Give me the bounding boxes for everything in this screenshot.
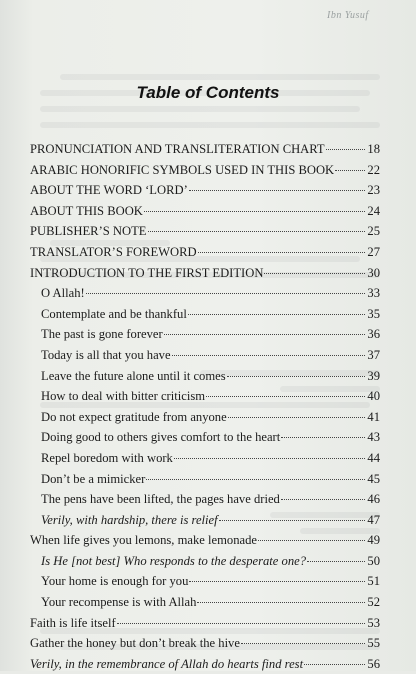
toc-entry[interactable] (30, 407, 380, 428)
toc-entry-label: O Allah! (41, 286, 85, 301)
toc-entry-label: Your home is enough for you (41, 574, 189, 589)
running-header: Ibn Yusuf (327, 10, 369, 21)
toc-entry[interactable] (30, 489, 380, 510)
dot-leader (264, 273, 365, 274)
dot-leader (144, 211, 365, 212)
toc-entry[interactable] (30, 427, 380, 448)
toc-entry[interactable] (30, 592, 380, 613)
toc-entry-page: 39 (367, 368, 380, 383)
page-title: Table of Contents (136, 83, 280, 102)
toc-entry[interactable] (30, 160, 380, 181)
dot-leader (335, 170, 365, 171)
toc-entry-label: The past is gone forever (41, 327, 163, 342)
toc-entry-page: 41 (367, 409, 380, 424)
toc-entry[interactable] (30, 469, 380, 490)
toc-entry-label: Verily, in the remembrance of Allah do hearts find rest (30, 656, 304, 671)
dot-leader (164, 334, 365, 335)
toc-entry-label: How to deal with bitter criticism (41, 389, 206, 404)
dot-leader (197, 602, 365, 603)
toc-entry[interactable] (30, 366, 380, 387)
dot-leader (117, 623, 365, 624)
toc-entry[interactable] (30, 530, 380, 551)
toc-entry-label: ABOUT THE WORD ‘LORD’ (30, 183, 188, 198)
dot-leader (307, 561, 365, 562)
dot-leader (258, 540, 365, 541)
dot-leader (198, 252, 365, 253)
dot-leader (304, 664, 365, 665)
dot-leader (206, 396, 365, 397)
toc-entry[interactable] (30, 633, 380, 654)
dot-leader (281, 437, 365, 438)
toc-entry-page: 35 (367, 306, 380, 321)
toc-entry-label: Gather the honey but don’t break the hive (30, 636, 240, 651)
toc-entry[interactable] (30, 263, 380, 284)
toc-entry-page: 44 (367, 450, 380, 465)
toc-entry-label: Leave the future alone until it comes (41, 368, 226, 383)
dot-leader (188, 314, 365, 315)
dot-leader (228, 417, 365, 418)
toc-entry-page: 55 (367, 636, 380, 651)
toc-entry-page: 25 (367, 224, 380, 239)
toc-entry-label: Your recompense is with Allah (41, 595, 197, 610)
toc-entry-label: PUBLISHER’S NOTE (30, 224, 147, 239)
toc-entry-page: 30 (367, 265, 380, 280)
dot-leader (326, 149, 365, 150)
toc-entry-page: 33 (367, 286, 380, 301)
dot-leader (174, 458, 365, 459)
toc-entry[interactable] (30, 221, 380, 242)
toc-entry[interactable] (30, 180, 380, 201)
toc-entry-label: Don’t be a mimicker (41, 471, 146, 486)
toc-entry[interactable] (30, 201, 380, 222)
toc-entry-page: 47 (367, 512, 380, 527)
toc-entry-page: 24 (367, 203, 380, 218)
toc-entry[interactable] (30, 139, 380, 160)
toc-entry[interactable] (30, 304, 380, 325)
toc-entry-label: Do not expect gratitude from anyone (41, 409, 227, 424)
toc-entry-label: PRONUNCIATION AND TRANSLITERATION CHART (30, 142, 325, 156)
toc-entry-label: When life gives you lemons, make lemonade (30, 533, 257, 548)
toc-entry[interactable] (30, 242, 380, 263)
toc-list (30, 139, 380, 674)
dot-leader (219, 520, 365, 521)
toc-entry-page: 45 (367, 471, 380, 486)
toc-entry[interactable] (30, 613, 380, 634)
toc-entry-page: 40 (367, 389, 380, 404)
toc-entry-page: 37 (367, 347, 380, 362)
toc-entry[interactable] (30, 324, 380, 345)
toc-entry-label: The pens have been lifted, the pages have dried (41, 492, 280, 507)
toc-entry-page: 53 (367, 615, 380, 630)
dot-leader (172, 355, 365, 356)
toc-entry[interactable] (30, 283, 380, 304)
toc-entry-label: Today is all that you have (41, 347, 171, 362)
toc-entry-page: 36 (367, 327, 380, 342)
toc-entry-page: 51 (367, 574, 380, 589)
toc-entry-page: 50 (367, 553, 380, 568)
toc-entry-label: Verily, with hardship, there is relief (41, 512, 218, 527)
toc-entry[interactable] (30, 448, 380, 469)
toc-entry-label: Repel boredom with work (41, 450, 173, 465)
dot-leader (189, 190, 365, 191)
dot-leader (86, 293, 365, 294)
toc-entry-label: Is He [not best] Who responds to the desperate one? (41, 553, 307, 568)
toc-entry-label: TRANSLATOR’S FOREWORD (30, 244, 197, 259)
toc-entry-page: 46 (367, 492, 380, 507)
dot-leader (227, 376, 365, 377)
toc-entry-label: Faith is life itself (30, 615, 116, 630)
dot-leader (189, 581, 365, 582)
toc-entry[interactable] (30, 551, 380, 572)
toc-entry-page: 18 (367, 142, 380, 156)
toc-entry-page: 49 (367, 533, 380, 548)
toc-entry[interactable] (30, 345, 380, 366)
toc-entry-page: 22 (367, 162, 380, 177)
toc-entry-label: Doing good to others gives comfort to the heart (41, 430, 281, 445)
toc-entry-page: 23 (367, 183, 380, 198)
toc-entry-label: ARABIC HONORIFIC SYMBOLS USED IN THIS BOOK (30, 162, 335, 177)
toc-entry-page: 43 (367, 430, 380, 445)
toc-entry-label: Contemplate and be thankful (41, 306, 187, 321)
dot-leader (281, 499, 365, 500)
toc-entry-page: 27 (367, 244, 380, 259)
toc-entry[interactable] (30, 510, 380, 531)
toc-entry-label: INTRODUCTION TO THE FIRST EDITION (30, 265, 264, 280)
dot-leader (148, 231, 366, 232)
toc-entry[interactable] (30, 571, 380, 592)
toc-entry-label: ABOUT THIS BOOK (30, 203, 143, 218)
toc-entry[interactable] (30, 386, 380, 407)
toc-entry-page: 52 (367, 595, 380, 610)
dot-leader (241, 643, 365, 644)
dot-leader (146, 479, 365, 480)
toc-entry-page: 56 (367, 656, 380, 671)
